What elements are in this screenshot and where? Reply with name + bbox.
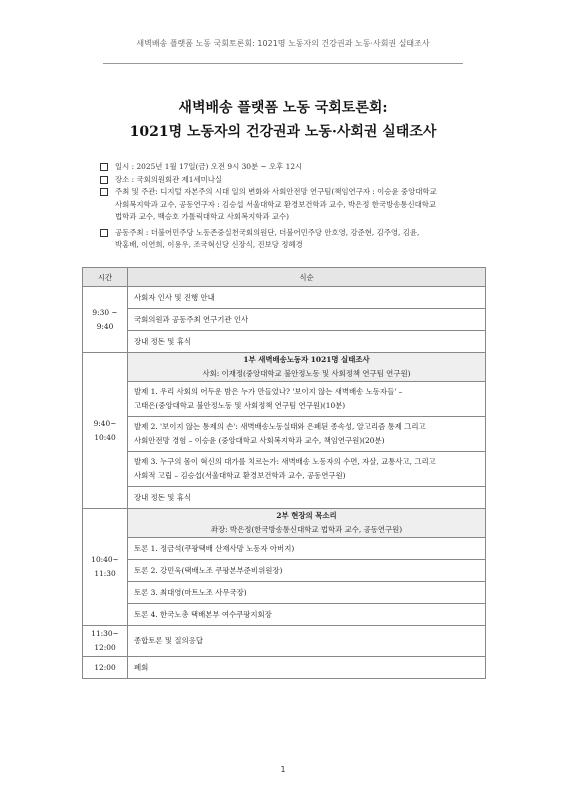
- table-row: [83, 560, 486, 582]
- time-cell: 10:40~ 11:30: [83, 509, 128, 626]
- checkbox-icon: [100, 188, 108, 196]
- time-cell: 12:00: [83, 657, 128, 679]
- table-row: [83, 382, 486, 417]
- program-cell: 종합토론 및 질의응답: [128, 626, 486, 657]
- program-cell: 장내 정돈 및 휴식: [128, 487, 486, 509]
- table-row: [83, 626, 486, 657]
- checkbox-icon: [100, 176, 108, 184]
- checkbox-icon: [100, 163, 108, 171]
- table-row: [83, 452, 486, 487]
- header-rule: [103, 63, 463, 64]
- page-number: 1: [280, 765, 286, 774]
- table-row: [83, 657, 486, 679]
- program-cell: 장내 정돈 및 휴식: [128, 331, 486, 353]
- program-cell: 토론 3. 최대영(마트노조 사무국장): [128, 582, 486, 604]
- info-host: 주최 및 주관: 디지털 자본주의 시대 일의 변화와 사회안전망 연구팀(책임연구자 : 이승윤 중앙대학교 사회복지학과 교수, 공동연구자 : 김승섭 서울대학교 환경보건학과 교수, 박은정 한국방송통신대학교 법학과 교수, 백승호 가톨릭대학교 사회복지학과 교수): [100, 186, 488, 224]
- program-cell: 발제 1. 우리 사회의 어두운 밤은 누가 만들었나? '보이지 않는 새벽배송 노동자들' – 고태은(중앙대학교 불안정노동 및 사회정책 연구팀 연구원)(10분): [128, 382, 486, 417]
- program-cell: 사회자 인사 및 진행 안내: [128, 287, 486, 309]
- section-header: 2부 현장의 목소리 좌장: 박은정(한국방송통신대학교 법학과 교수, 공동연구원): [128, 509, 486, 538]
- title-line-2: 1021명 노동자의 건강권과 노동·사회권 실태조사: [129, 124, 437, 140]
- running-header: 새벽배송 플랫폼 노동 국회토론회: 1021명 노동자의 건강권과 노동·사회권 실태조사: [136, 39, 430, 48]
- program-cell: 토론 1. 정금석(쿠팡택배 산재사망 노동자 아버지): [128, 538, 486, 560]
- table-row: [83, 287, 486, 309]
- table-row: [83, 604, 486, 626]
- time-cell: 9:30 ~ 9:40: [83, 287, 128, 353]
- info-place: 장소 : 국회의원회관 제1세미나실: [100, 174, 488, 187]
- document-title: [0, 96, 566, 144]
- table-row: [83, 582, 486, 604]
- program-cell: 폐회: [128, 657, 486, 679]
- table-row: [83, 331, 486, 353]
- schedule-table: [82, 267, 486, 679]
- checkbox-icon: [100, 229, 108, 237]
- program-cell: 발제 3. 누구의 몸이 혁신의 대가를 치르는가: 새벽배송 노동자의 수면, 자살, 교통사고, 그리고 사회적 고립 – 김승섭(서울대학교 환경보건학과 교수, 공동연구원): [128, 452, 486, 487]
- program-cell: 토론 2. 강민욱(택배노조 쿠팡본부준비위원장): [128, 560, 486, 582]
- column-header-program: 식순: [128, 268, 486, 287]
- event-info: [100, 161, 488, 252]
- table-row: [83, 538, 486, 560]
- column-header-time: 시간: [83, 268, 128, 287]
- table-row: [83, 417, 486, 452]
- section-header: 1부 새벽배송노동자 1021명 실태조사 사회: 이재정(중앙대학교 불안정노동 및 사회정책 연구팀 연구원): [128, 353, 486, 382]
- table-header-row: [83, 268, 486, 287]
- info-date: 일시 : 2025년 1월 17일(금) 오전 9시 30분 ~ 오후 12시: [100, 161, 488, 174]
- title-line-1: 새벽배송 플랫폼 노동 국회토론회:: [178, 100, 388, 116]
- info-cohost: 공동주최 : 더불어민주당 노동존중실천국회의원단, 더불어민주당 안호영, 강준현, 김주영, 김윤, 박홍배, 이연희, 이용우, 조국혁신당 신장식, 진보당 정혜경: [100, 227, 488, 252]
- table-row: [83, 309, 486, 331]
- program-cell: 발제 2. '보이지 않는 통제의 손': 새벽배송노동실태와 은폐된 종속성, 알고리즘 통제 그리고 사회안전망 경험 – 이승윤 (중앙대학교 사회복지학과 교수, 책임연구원)(20분): [128, 417, 486, 452]
- time-cell: 9:40~ 10:40: [83, 353, 128, 509]
- table-row: [83, 509, 486, 538]
- time-cell: 11:30~ 12:00: [83, 626, 128, 657]
- program-cell: 토론 4. 한국노총 택배본부 여수쿠팡지회장: [128, 604, 486, 626]
- table-row: [83, 353, 486, 382]
- table-row: [83, 487, 486, 509]
- program-cell: 국회의원과 공동주최 연구기관 인사: [128, 309, 486, 331]
